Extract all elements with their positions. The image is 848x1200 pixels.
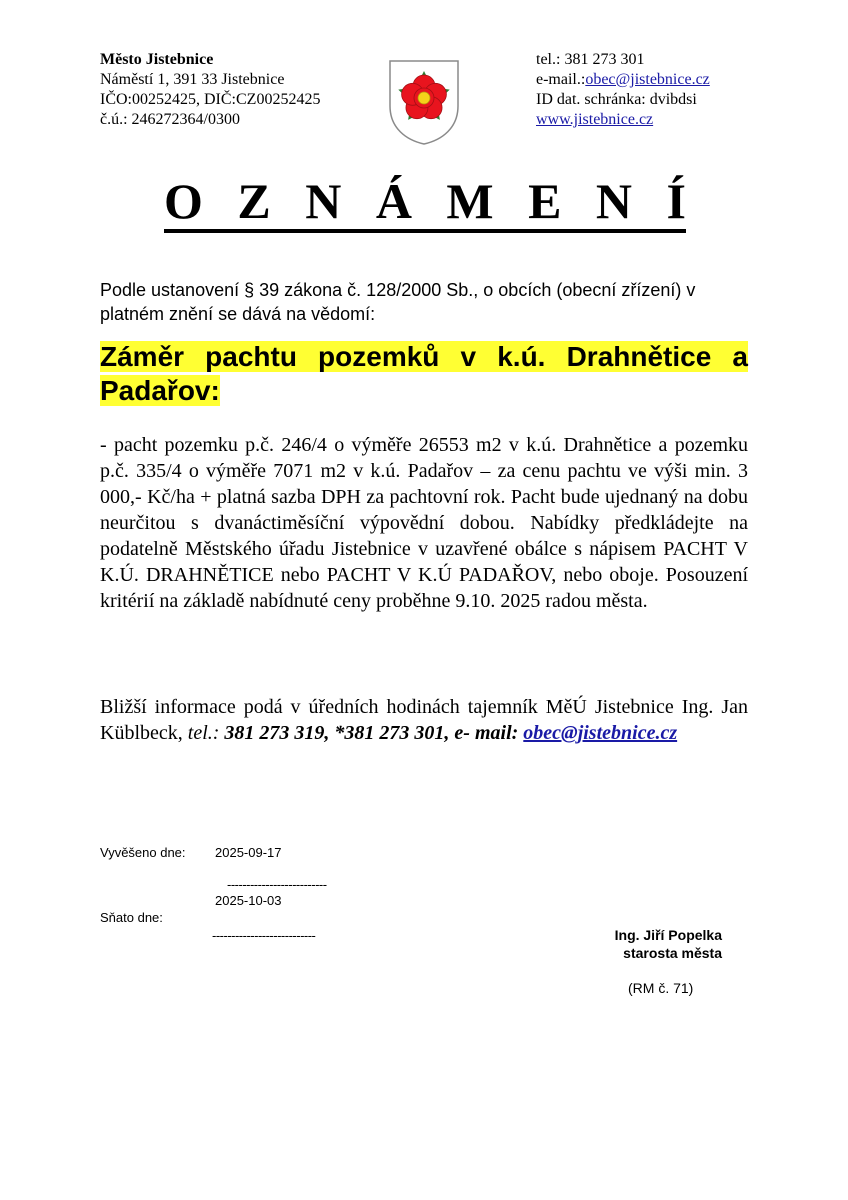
city-address: Náměstí 1, 391 33 Jistebnice [100, 71, 285, 88]
dashes-1: -------------------------- [227, 877, 327, 892]
email-label: e-mail.: [536, 71, 586, 88]
dashes-2: --------------------------- [212, 928, 316, 943]
phone: tel.: 381 273 301 [536, 51, 645, 68]
intro-text: Podle ustanovení § 39 zákona č. 128/2000 Sb., o obcích (obecní zřízení) v platném znění se dává na vědomí: [100, 280, 696, 324]
email-line [536, 70, 710, 90]
email-link-info[interactable]: obec@jistebnice.cz [523, 722, 678, 744]
phone-primary: 381 273 319, [224, 722, 330, 744]
data-box: ID dat. schránka: dvibdsi [536, 91, 697, 108]
phone-secondary: *381 273 301, [334, 722, 450, 744]
signer-title: starosta města [623, 945, 722, 961]
page-title: O Z N Á M E N Í [164, 173, 686, 229]
notice-body: - pacht pozemku p.č. 246/4 o výměře 26553 m2 v k.ú. Drahnětice a pozemku p.č. 335/4 o výměře 7071 m2 v k.ú. Padařov – za cenu pachtu ve výši min. 3 000,- Kč/ha + platná sazba DPH za pachtovní rok. Pacht bude ujednaný na dobu neurčitou s dvanáctiměsíční výpovědní dobou. Nabídky předkládejte na podatelně Městského úřadu Jistebnice v uzavřené obálce s nápisem PACHT V K.Ú. DRAHNĚTICE nebo PACHT V K.Ú PADAŘOV, nebo oboje. Posouzení kritérií na základě nabídnuté ceny proběhne 9.10. 2025 radou města. [100, 434, 748, 612]
contact-info [100, 694, 748, 746]
header-right [536, 50, 710, 130]
bank-account: č.ú.: 246272364/0300 [100, 111, 240, 128]
notice-heading: Záměr pachtu pozemků v k.ú. Drahnětice a Padařov: [100, 341, 748, 406]
removed-date: 2025-10-03 [215, 893, 282, 908]
ico-dic: IČO:00252425, DIČ:CZ00252425 [100, 91, 321, 108]
coat-of-arms-rose-icon [386, 58, 462, 146]
email-link[interactable]: obec@jistebnice.cz [585, 71, 710, 88]
posted-date: 2025-09-17 [215, 845, 282, 860]
tel-label: tel.: [187, 722, 220, 744]
email-label-info: e- mail: [454, 722, 519, 744]
posted-label: Vyvěšeno dne: [100, 845, 186, 860]
reference: (RM č. 71) [628, 980, 694, 996]
removed-label: Sňato dne: [100, 910, 163, 925]
signature-block [588, 926, 722, 962]
title-underline [164, 229, 686, 233]
website-link[interactable]: www.jistebnice.cz [536, 111, 654, 128]
signer-name: Ing. Jiří Popelka [614, 927, 722, 943]
header-left [100, 50, 320, 130]
city-name: Město Jistebnice [100, 51, 214, 68]
contact-text: Bližší informace podá v úředních hodinách tajemník MěÚ Jistebnice Ing. Jan Küblbeck, [100, 696, 748, 744]
